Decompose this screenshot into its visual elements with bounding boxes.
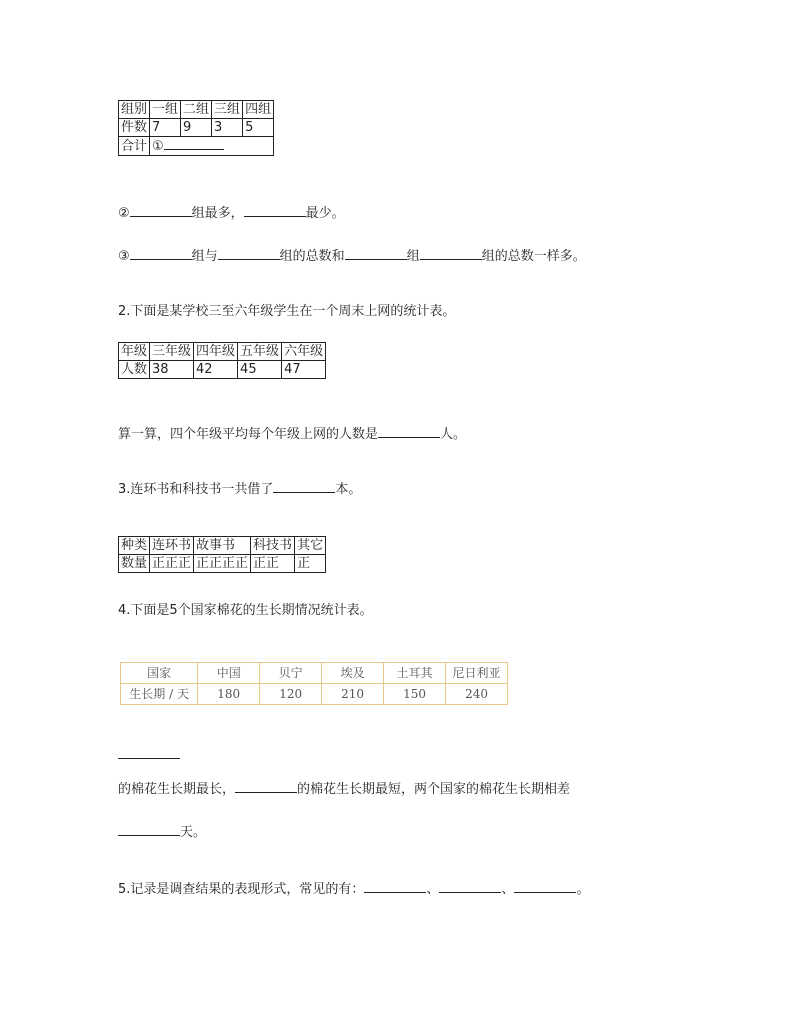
separator: 、 [501,882,515,897]
table-cell: 件数 [119,119,150,137]
table-cell: 9 [181,119,212,137]
table-row [119,343,326,361]
table-cell: 42 [194,361,238,379]
text: 天。 [180,825,207,840]
table-cell: 中国 [198,663,260,684]
text: 的棉花生长期最短，两个国家的棉花生长期相差 [297,782,571,797]
table-cell: 人数 [119,361,150,379]
table-cell: 连环书 [150,537,194,555]
text: 组最多， [191,206,244,221]
table-row [119,537,326,555]
table-cell: 47 [282,361,326,379]
table-cell: 其它 [295,537,326,555]
answer-blank[interactable] [378,425,440,438]
total-answer-cell [150,137,274,156]
table-row [119,137,274,156]
table-cell: 种类 [119,537,150,555]
table-cell: 二组 [181,101,212,119]
table-cell: 5 [243,119,274,137]
table-cell: 四年级 [194,343,238,361]
table-cell: 正正正 [150,555,194,573]
table-row [121,663,508,684]
q3-table [118,536,326,573]
separator: 、 [426,882,440,897]
q4-title: 4.下面是5个国家棉花的生长期情况统计表。 [118,603,373,618]
answer-blank[interactable] [118,823,180,836]
table-cell: 7 [150,119,181,137]
table-cell: 一组 [150,101,181,119]
text: 组的总数一样多。 [481,249,586,264]
q1-table [118,100,274,156]
text: 组与 [191,249,218,264]
table-row [119,361,326,379]
q3-title [118,480,361,498]
table-row [121,684,508,705]
q1-line-3 [118,247,586,265]
table-cell: 年级 [119,343,150,361]
q5-line [118,880,589,898]
answer-blank[interactable] [164,137,224,150]
table-cell: 国家 [121,663,198,684]
text: 本。 [335,482,362,497]
answer-blank[interactable] [235,780,297,793]
table-cell: 组别 [119,101,150,119]
table-cell: 正正 [251,555,295,573]
answer-blank[interactable] [118,758,180,759]
q2-table [118,342,326,379]
table-cell: 埃及 [322,663,384,684]
text: 的棉花生长期最长， [118,782,236,797]
text: 最少。 [305,206,345,221]
text: 5.记录是调查结果的表现形式，常见的有： [118,882,365,897]
table-cell: 生长期 / 天 [121,684,198,705]
table-cell: 正正正正 [194,555,251,573]
q4-table [120,662,508,705]
answer-blank[interactable] [273,480,335,493]
table-row [119,555,326,573]
table-cell: 三年级 [150,343,194,361]
text: 人。 [440,427,467,442]
table-cell: 三组 [212,101,243,119]
table-cell: 210 [322,684,384,705]
q4-answer-line [118,780,570,798]
text: 组 [406,249,420,264]
answer-blank[interactable] [439,880,501,893]
answer-blank[interactable] [130,204,192,217]
circled-number: ① [152,139,164,154]
q2-calc [118,425,466,443]
text: 。 [576,882,590,897]
text: 3.连环书和科技书一共借了 [118,482,274,497]
table-cell: 150 [384,684,446,705]
answer-blank[interactable] [218,247,280,260]
table-cell: 240 [446,684,508,705]
q2-title: 2.下面是某学校三至六年级学生在一个周末上网的统计表。 [118,304,456,319]
table-cell: 38 [150,361,194,379]
table-cell: 正 [295,555,326,573]
answer-blank[interactable] [364,880,426,893]
answer-blank[interactable] [345,247,407,260]
table-cell: 四组 [243,101,274,119]
table-cell: 贝宁 [260,663,322,684]
table-cell: 六年级 [282,343,326,361]
q4-answer-days [118,823,206,841]
table-cell: 故事书 [194,537,251,555]
table-cell: 数量 [119,555,150,573]
answer-blank[interactable] [514,880,576,893]
table-cell: 120 [260,684,322,705]
table-cell: 五年级 [238,343,282,361]
circled-number: ③ [118,249,130,264]
answer-blank[interactable] [244,204,306,217]
answer-blank[interactable] [420,247,482,260]
table-cell: 3 [212,119,243,137]
table-row [119,101,274,119]
text: 组的总数和 [279,249,345,264]
table-cell: 180 [198,684,260,705]
answer-blank[interactable] [130,247,192,260]
table-cell: 尼日利亚 [446,663,508,684]
table-cell: 45 [238,361,282,379]
text: 算一算，四个年级平均每个年级上网的人数是 [118,427,379,442]
q1-line-2 [118,204,345,222]
table-cell: 土耳其 [384,663,446,684]
circled-number: ② [118,206,130,221]
table-cell: 合计 [119,137,150,156]
table-row [119,119,274,137]
table-cell: 科技书 [251,537,295,555]
